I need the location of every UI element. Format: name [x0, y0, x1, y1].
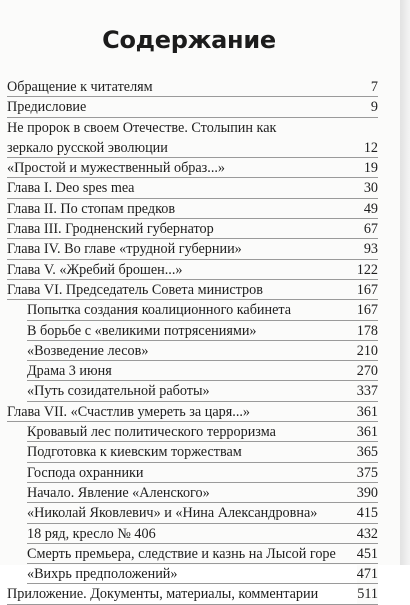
- toc-entry: [7, 158, 378, 178]
- toc-entry-page-number: 390: [357, 483, 378, 503]
- toc-entry-page-number: 451: [357, 544, 378, 564]
- toc-entry-page-number: 361: [357, 402, 378, 422]
- toc-entry-page-number: 19: [364, 158, 378, 178]
- toc-entry-title: Попытка создания коалиционного кабинета: [27, 302, 292, 319]
- toc-entry-title: Глава III. Гродненский губернатор: [7, 221, 214, 238]
- toc-entry: [7, 524, 378, 544]
- toc-entry-page-number: 9: [371, 97, 378, 117]
- toc-entry: [7, 239, 378, 259]
- toc-entry-page-number: 361: [357, 422, 378, 442]
- toc-entry-page-number: 210: [357, 341, 378, 361]
- toc-entry-title: Не пророк в своем Отечестве. Столыпин как зеркало русской эволюции: [7, 119, 277, 156]
- toc-entry-title: Обращение к читателям: [7, 79, 153, 95]
- toc-entry: [7, 321, 378, 341]
- toc-entry: [7, 280, 378, 300]
- toc-entry: [7, 503, 378, 523]
- toc-entry-title: Глава II. По стопам предков: [7, 200, 176, 217]
- toc-entry-title: 18 ряд, кресло № 406: [27, 525, 156, 542]
- toc-entry: [7, 361, 378, 381]
- toc-entry: [7, 463, 378, 483]
- toc-entry-title: Глава I. Deo spes mea: [7, 180, 135, 197]
- toc-entry-title: Кровавый лес политического терроризма: [27, 424, 276, 441]
- toc-entry: [7, 483, 378, 503]
- toc-entry-title: В борьбе с «великими потрясениями»: [27, 322, 257, 339]
- toc-entry-page-number: 7: [371, 77, 378, 97]
- toc-entry-title: Глава IV. Во главе «трудной губернии»: [7, 241, 242, 258]
- toc-entry-page-number: 415: [357, 503, 378, 523]
- toc-entry-page-number: 511: [357, 584, 378, 604]
- toc-entry: [7, 77, 378, 97]
- page-title: Содержание: [102, 26, 276, 54]
- toc-entry-page-number: 67: [364, 219, 378, 239]
- toc-entry: [7, 544, 378, 564]
- toc-entry-title: Драма 3 июня: [27, 363, 112, 380]
- toc-entry: [7, 260, 378, 280]
- toc-entry-page-number: 93: [364, 239, 378, 259]
- toc-entry-page-number: 178: [357, 321, 378, 341]
- toc-entry: [7, 300, 378, 320]
- toc-entry-title: «Путь созидательной работы»: [27, 383, 210, 400]
- table-of-contents: [7, 77, 378, 605]
- toc-entry-title: «Вихрь предположений»: [27, 566, 178, 583]
- toc-entry: [7, 178, 378, 198]
- toc-entry-page-number: 122: [357, 260, 378, 280]
- toc-entry-title: Приложение. Документы, материалы, комментарии: [7, 586, 319, 603]
- toc-entry-title: «Простой и мужественный образ...»: [7, 160, 226, 177]
- toc-entry: [7, 422, 378, 442]
- toc-entry-title: «Николай Яковлевич» и «Нина Александровна»: [27, 505, 318, 522]
- toc-entry-title: «Возведение лесов»: [27, 342, 149, 359]
- toc-entry-title: Начало. Явление «Аленского»: [27, 484, 210, 501]
- toc-entry: [7, 341, 378, 361]
- toc-entry: [7, 199, 378, 219]
- toc-entry: [7, 219, 378, 239]
- toc-entry: [7, 442, 378, 462]
- toc-entry-page-number: 270: [357, 361, 378, 381]
- toc-entry-title: Предисловие: [7, 99, 87, 116]
- toc-entry-title: Глава VII. «Счастлив умереть за царя...»: [7, 403, 251, 420]
- toc-entry-page-number: 167: [357, 280, 378, 300]
- toc-entry-title: Подготовка к киевским торжествам: [27, 444, 242, 461]
- toc-entry-title: Смерть премьера, следствие и казнь на Лысой горе: [27, 545, 336, 562]
- toc-entry-page-number: 375: [357, 463, 378, 483]
- toc-entry-page-number: 167: [357, 300, 378, 320]
- toc-entry-page-number: 12: [364, 138, 378, 158]
- toc-entry-title: Господа охранники: [27, 464, 144, 481]
- toc-entry: [7, 118, 378, 159]
- toc-entry-page-number: 471: [357, 564, 378, 584]
- toc-entry: [7, 381, 378, 401]
- toc-entry-title: Глава V. «Жребий брошен...»: [7, 261, 183, 278]
- toc-entry: [7, 97, 378, 117]
- toc-entry: [7, 402, 378, 422]
- toc-entry-page-number: 337: [357, 381, 378, 401]
- toc-entry-page-number: 365: [357, 442, 378, 462]
- toc-entry-title: Глава VI. Председатель Совета министров: [7, 281, 263, 298]
- toc-entry: [7, 584, 378, 604]
- toc-entry-page-number: 30: [364, 178, 378, 198]
- page-edge-shadow: [400, 0, 410, 565]
- toc-entry-page-number: 49: [364, 199, 378, 219]
- toc-entry-page-number: 432: [357, 524, 378, 544]
- toc-entry: [7, 564, 378, 584]
